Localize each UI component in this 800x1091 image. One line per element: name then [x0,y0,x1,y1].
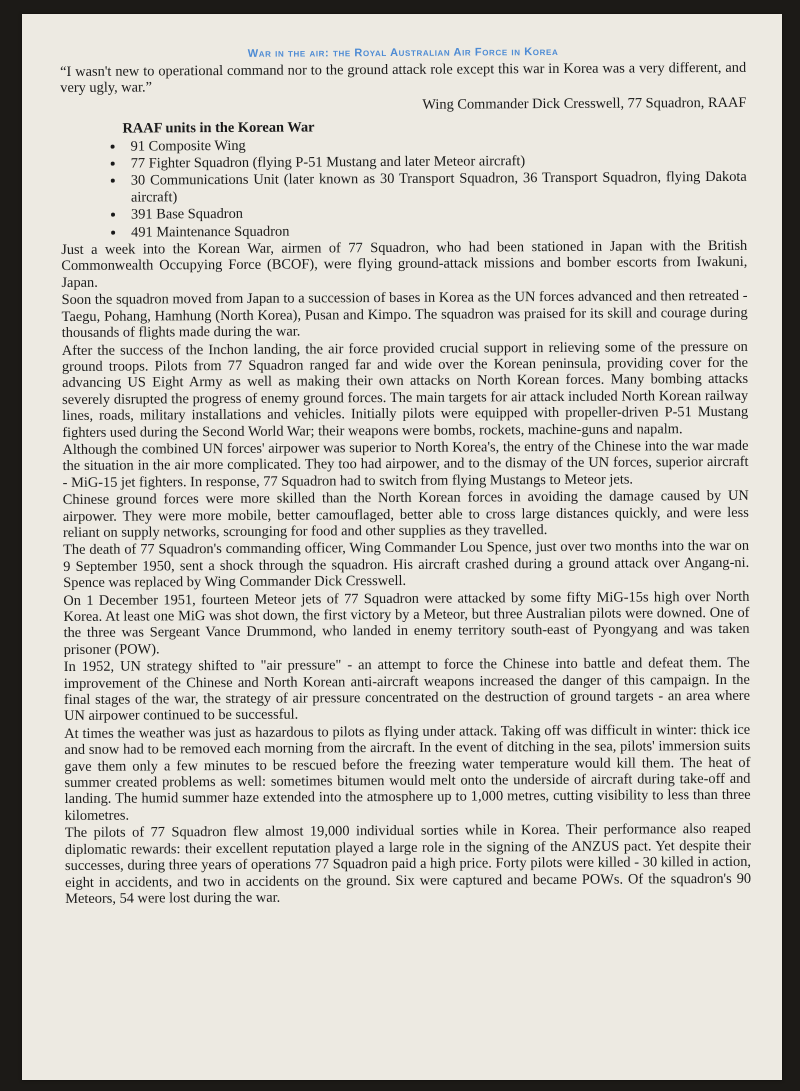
paragraph: After the success of the Inchon landing, the air force provided crucial support in relieving some of the pressure on ground troops. Pilots from 77 Squadron ranged far and wide over the Korean peninsula, providing cover for the advancing US Eight Army as well as making their own attacks on North Korean forces. Many bombing attacks severely disrupted the progress of enemy ground forces. The main targets for air attack included North Korean railway lines, roads, military installations and vehicles. Initially pilots were equipped with propeller-driven P-51 Mustang fighters used during the Second World War; their weapons were bombs, rockets, machine-guns and napalm. [61,338,749,441]
quote-attribution: Wing Commander Dick Cresswell, 77 Squadron, RAAF [422,94,747,113]
paragraph: Chinese ground forces were more skilled than the North Korean forces in avoiding the damage caused by UN airpower. They were more mobile, better camouflaged, better able to cross large distances quickly, and were less reliant on supply networks, scrounging for food and other supplies as they travelled. [62,487,749,541]
document-page [22,14,782,1080]
units-heading: RAAF units in the Korean War [122,119,315,137]
document-content [60,44,751,908]
paragraph: Just a week into the Korean War, airmen of 77 Squadron, who had been stationed in Japan with the British Commonwealth Occupying Force (BCOF), were flying ground-attack missions and bomber escorts from Iwakuni, Japan. [61,237,748,291]
list-item: • 30 Communications Unit (later known as 30 Transport Squadron, 36 Transport Squadron, flying Dakota aircraft) [126,169,747,206]
list-item: • 91 Composite Wing [126,134,747,154]
list-item: • 491 Maintenance Squadron [126,220,747,240]
paragraph: In 1952, UN strategy shifted to "air pressure" - an attempt to force the Chinese into battle and defeat them. The improvement of the Chinese and North Korean anti-aircraft weapons increased the danger of this campaign. In the final stages of the war, the strategy of air pressure concentrated on the destruction of ground targets - an area where UN airpower continued to be successful. [63,655,751,725]
paragraph: The pilots of 77 Squadron flew almost 19,000 individual sorties while in Korea. Their performance also reaped diplomatic rewards: their excellent reputation played a large role in the signing of the ANZUS pact. Yet despite their successes, during three years of operations 77 Squadron paid a high price. Forty pilots were killed - 30 killed in action, eight in accidents, and two in accidents on the ground. Six were captured and became POWs. Of the squadron's 90 Meteors, 54 were lost during the war. [64,821,752,907]
units-list [61,134,748,241]
document-title: War in the air: the Royal Australian Air Force in Korea [247,45,559,60]
opening-quote: “I wasn't new to operational command nor to the ground attack role except this war in Korea was a very different, and very ugly, war.” [60,59,747,97]
paragraph: The death of 77 Squadron's commanding officer, Wing Commander Lou Spence, just over two months into the war on 9 September 1950, sent a shock through the squadron. His aircraft crashed during a ground attack over Angang-ni. Spence was replaced by Wing Commander Dick Cresswell. [63,538,750,592]
list-item: • 77 Fighter Squadron (flying P-51 Mustang and later Meteor aircraft) [126,152,747,172]
paragraph: At times the weather was just as hazardous to pilots as flying under attack. Taking off was difficult in winter: thick ice and snow had to be removed each morning from the aircraft. In the event of ditching in the sea, pilots' immersion suits gave them only a few minutes to be rescued before the freezing water temperature would kill them. The heat of summer created problems as well: sometimes bitumen would melt onto the underside of aircraft during take-off and landing. The humid summer haze extended into the atmosphere up to 1,000 metres, cutting visibility to less than three kilometres. [64,721,751,824]
paragraph: Soon the squadron moved from Japan to a succession of bases in Korea as the UN forces advanced and then retreated - Taegu, Pohang, Hamhung (North Korea), Pusan and Kimpo. The squadron was praised for its skill and courage during thousands of flights made during the war. [61,288,748,342]
paragraph: Although the combined UN forces' airpower was superior to North Korea's, the entry of the Chinese into the war made the situation in the air more complicated. They too had airpower, and to the dismay of the UN forces, superior aircraft - MiG-15 jet fighters. In response, 77 Squadron had to switch from flying Mustangs to Meteor jets. [62,437,749,491]
list-item: • 391 Base Squadron [126,203,747,223]
paragraph: On 1 December 1951, fourteen Meteor jets of 77 Squadron were attacked by some fifty MiG-15s high over North Korea. At least one MiG was shot down, the first victory by a Meteor, but three Australian pilots were downed. One of the three was Sergeant Vance Drummond, who landed in enemy territory south-east of Pyongyang and was taken prisoner (POW). [63,588,750,658]
